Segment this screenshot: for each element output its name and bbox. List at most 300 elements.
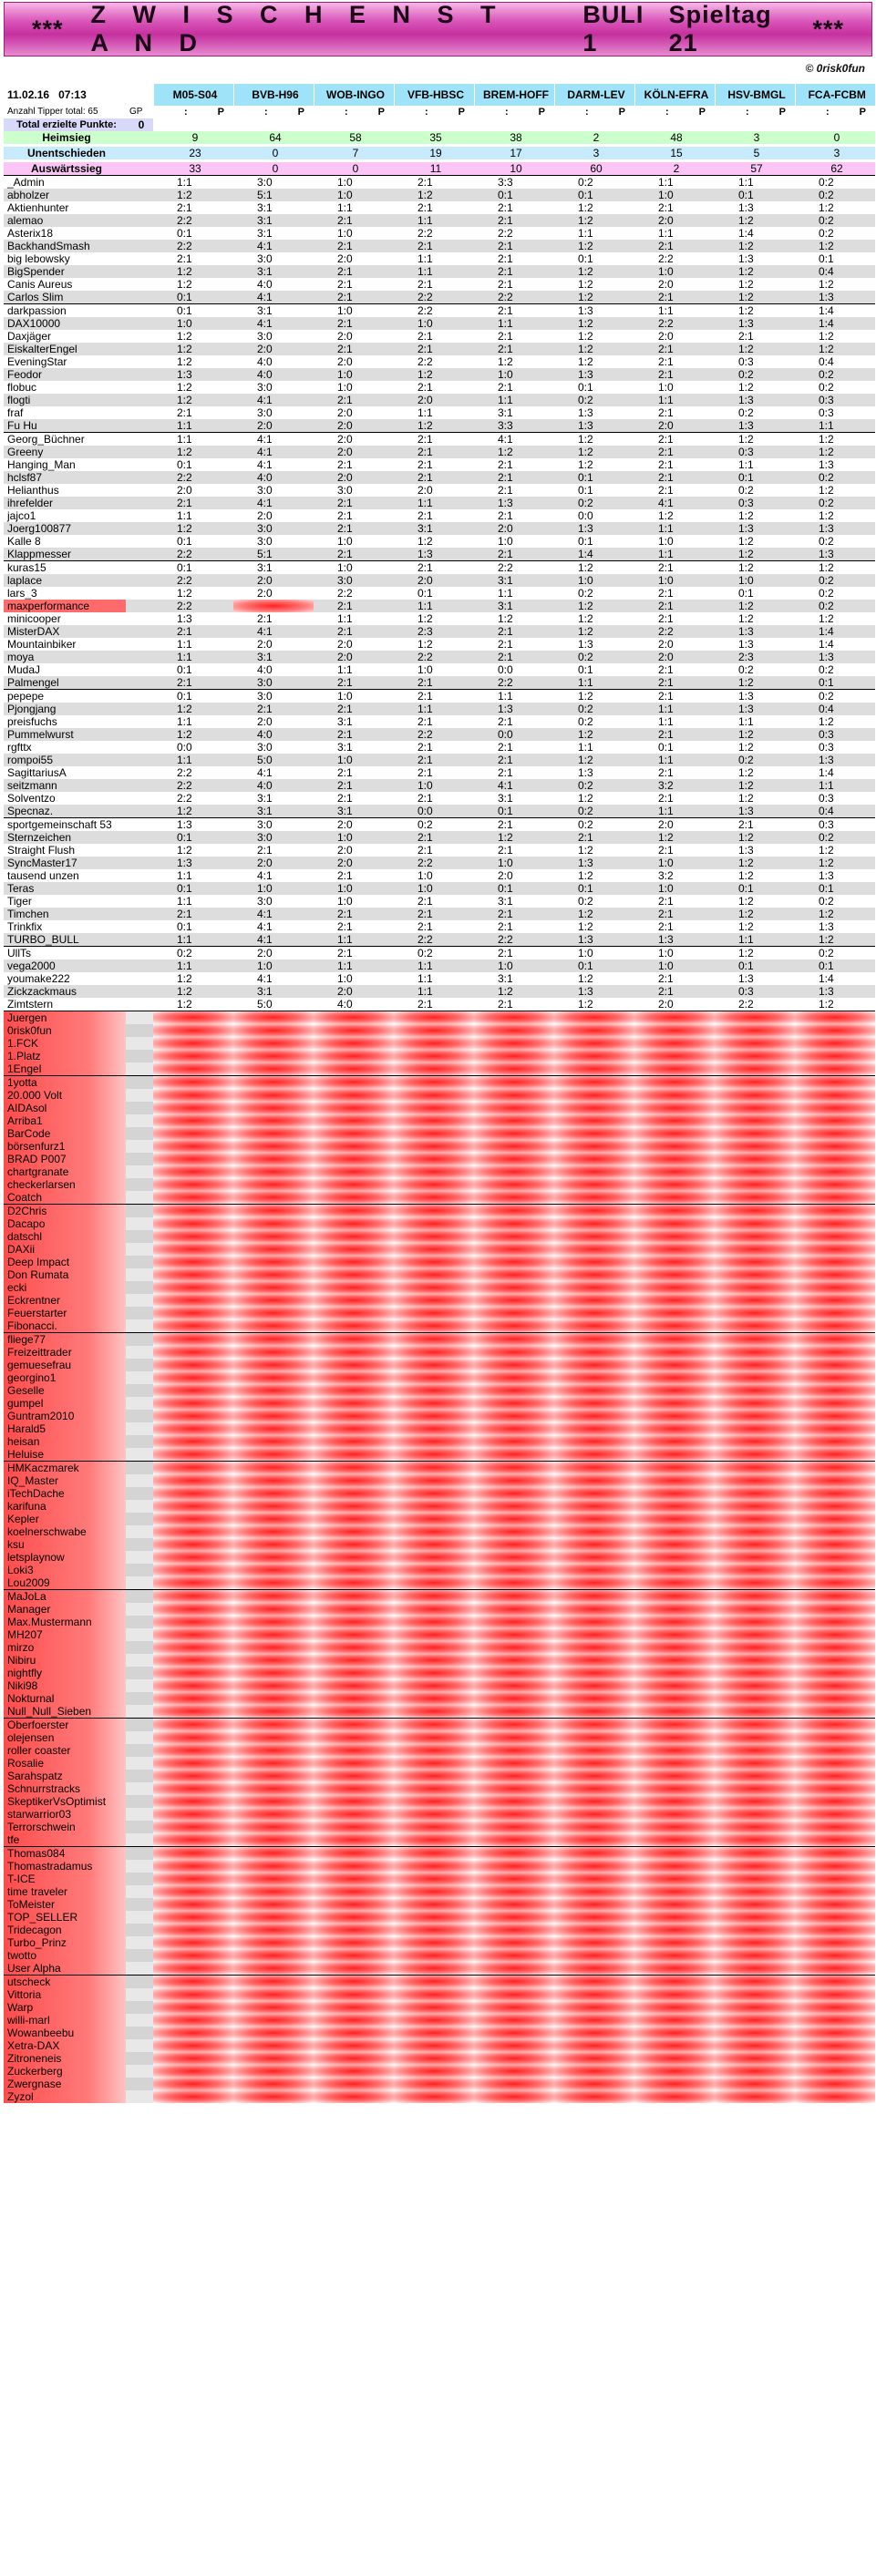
tip-cell: 0:2: [554, 497, 634, 509]
hidden-tip-cell: [634, 1744, 715, 1757]
tip-cell: 1:1: [795, 779, 875, 792]
tip-cell: 1:2: [715, 792, 795, 805]
hidden-tipper-row: [4, 1332, 875, 1346]
hidden-tipper-row: [4, 1654, 875, 1667]
tipper-name[interactable]: moya: [4, 651, 126, 663]
hidden-tipper-row: [4, 1011, 875, 1024]
hidden-tip-cell: [394, 1949, 474, 1962]
tipper-name[interactable]: ToMeister: [4, 1898, 126, 1911]
tip-cell: 1:2: [554, 792, 634, 805]
tip-cell: 2:2: [474, 291, 554, 304]
tipper-name[interactable]: Max.Mustermann: [4, 1616, 126, 1628]
tip-cell: 1:1: [394, 214, 474, 227]
tip-cell: 2:1: [474, 766, 554, 779]
tipper-name[interactable]: maxperformance: [4, 600, 126, 612]
hidden-tip-cell: [715, 1589, 795, 1603]
tipper-name[interactable]: T-ICE: [4, 1873, 126, 1885]
tipper-name[interactable]: preisfuchs: [4, 715, 126, 728]
tipper-name[interactable]: georgino1: [4, 1371, 126, 1384]
tipper-name[interactable]: Teras: [4, 882, 126, 895]
tipper-name[interactable]: lars_3: [4, 587, 126, 600]
tipper-name[interactable]: Hanging_Man: [4, 458, 126, 471]
tipper-name[interactable]: Joerg100877: [4, 522, 126, 535]
hidden-tip-cell: [233, 2039, 314, 2052]
tipper-name[interactable]: willi-marl: [4, 2014, 126, 2027]
hidden-tip-cell: [233, 2027, 314, 2039]
hidden-tip-cell: [474, 1860, 554, 1873]
tipper-name[interactable]: 1.FCK: [4, 1037, 126, 1050]
tipper-name[interactable]: SagittariusA: [4, 766, 126, 779]
tip-cell: 1:2: [795, 509, 875, 522]
tipper-name[interactable]: EiskalterEngel: [4, 343, 126, 355]
tipper-name[interactable]: big lebowsky: [4, 252, 126, 265]
tip-cell: 2:1: [634, 908, 715, 920]
tip-cell: 0:2: [554, 895, 634, 908]
hidden-tip-cell: [634, 1037, 715, 1050]
tipper-name[interactable]: Schnurrstracks: [4, 1782, 126, 1795]
tipper-name[interactable]: Straight Flush: [4, 844, 126, 857]
hidden-tip-cell: [474, 1153, 554, 1165]
tipper-row: [4, 663, 875, 676]
tip-cell: 1:3: [715, 394, 795, 406]
tipper-name[interactable]: Zyzol: [4, 2090, 126, 2103]
hidden-tip-cell: [554, 1718, 634, 1731]
tipper-row: [4, 857, 875, 869]
tipper-name[interactable]: hclsf87: [4, 471, 126, 484]
hidden-tip-cell: [715, 1230, 795, 1243]
hidden-tip-cell: [314, 1873, 394, 1885]
hidden-tip-cell: [795, 1808, 875, 1821]
gp-cell: [126, 1217, 153, 1230]
hidden-tip-cell: [795, 1127, 875, 1140]
tipper-name[interactable]: time traveler: [4, 1885, 126, 1898]
tipper-name[interactable]: sportgemeinschaft 53: [4, 817, 126, 831]
tip-cell: 2:1: [634, 484, 715, 497]
tipper-name[interactable]: EveningStar: [4, 355, 126, 368]
tipper-name[interactable]: Deep Impact: [4, 1256, 126, 1268]
hidden-tip-cell: [715, 1410, 795, 1422]
tipper-name[interactable]: 0risk0fun: [4, 1024, 126, 1037]
tipper-name[interactable]: Zwergnase: [4, 2078, 126, 2090]
tipper-name[interactable]: chartgranate: [4, 1165, 126, 1178]
tipper-name[interactable]: Zuckerberg: [4, 2065, 126, 2078]
tipper-name[interactable]: TOP_SELLER: [4, 1911, 126, 1924]
tipper-name[interactable]: Thomastradamus: [4, 1860, 126, 1873]
hidden-tip-cell: [474, 1846, 554, 1860]
tip-cell: 1:4: [715, 227, 795, 240]
tipper-name[interactable]: MH207: [4, 1628, 126, 1641]
hidden-tip-cell: [715, 1204, 795, 1217]
tipper-name[interactable]: letsplaynow: [4, 1551, 126, 1564]
tipper-name[interactable]: Kalle 8: [4, 535, 126, 548]
hidden-tip-cell: [314, 1011, 394, 1024]
tipper-name[interactable]: SkeptikerVsOptimist: [4, 1795, 126, 1808]
hidden-tip-cell: [715, 1525, 795, 1538]
tipper-name[interactable]: Terrorschwein: [4, 1821, 126, 1833]
hidden-tip-cell: [474, 1102, 554, 1114]
tipper-name[interactable]: Arriba1: [4, 1114, 126, 1127]
tipper-name[interactable]: Coatch: [4, 1191, 126, 1205]
tipper-name[interactable]: BigSpender: [4, 265, 126, 278]
hidden-tip-cell: [233, 1949, 314, 1962]
tip-cell: 1:2: [554, 446, 634, 458]
hidden-tip-cell: [394, 2078, 474, 2090]
tip-cell: 4:1: [233, 933, 314, 947]
tipper-name[interactable]: Helianthus: [4, 484, 126, 497]
tipper-name[interactable]: MisterDAX: [4, 625, 126, 638]
tipper-name[interactable]: Fibonacci.: [4, 1319, 126, 1333]
tip-cell: 2:1: [474, 908, 554, 920]
hidden-tipper-row: [4, 1731, 875, 1744]
tipper-name[interactable]: iTechDache: [4, 1487, 126, 1500]
tipper-row: [4, 985, 875, 998]
tip-cell: 1:2: [715, 612, 795, 625]
tipper-name[interactable]: tausend unzen: [4, 869, 126, 882]
tipper-name[interactable]: twotto: [4, 1949, 126, 1962]
tip-cell: 1:3: [715, 625, 795, 638]
hidden-tip-cell: [474, 1936, 554, 1949]
tipper-name[interactable]: nightfly: [4, 1667, 126, 1679]
tipper-name[interactable]: Freizeittrader: [4, 1346, 126, 1359]
hidden-tip-cell: [394, 1062, 474, 1076]
tip-cell: 1:0: [314, 754, 394, 766]
tipper-name[interactable]: Loki3: [4, 1564, 126, 1576]
hidden-tip-cell: [394, 1448, 474, 1462]
tipper-name[interactable]: Zitroneneis: [4, 2052, 126, 2065]
tipper-name[interactable]: laplace: [4, 574, 126, 587]
tipper-name[interactable]: DAX10000: [4, 317, 126, 330]
tip-cell: 2:1: [394, 381, 474, 394]
hidden-tipper-row: [4, 1153, 875, 1165]
hidden-tip-cell: [153, 1127, 233, 1140]
tip-cell: 1:1: [634, 227, 715, 240]
hidden-tip-cell: [233, 2065, 314, 2078]
colon-label: :: [826, 107, 830, 118]
hidden-tip-cell: [233, 1500, 314, 1513]
tipper-name[interactable]: Juergen: [4, 1011, 126, 1024]
tip-cell: 1:1: [394, 703, 474, 715]
hidden-tip-cell: [554, 1744, 634, 1757]
hidden-tip-cell: [394, 1371, 474, 1384]
hidden-tip-cell: [314, 1833, 394, 1847]
tipper-name[interactable]: Turbo_Prinz: [4, 1936, 126, 1949]
tipper-name[interactable]: rgfttx: [4, 741, 126, 754]
score-points-labels: [634, 106, 715, 118]
tip-cell: 1:2: [554, 240, 634, 252]
tipper-name[interactable]: UllTs: [4, 946, 126, 960]
tipper-name[interactable]: Dacapo: [4, 1217, 126, 1230]
tipper-name[interactable]: Asterix18: [4, 227, 126, 240]
tipper-name[interactable]: User Alpha: [4, 1962, 126, 1976]
hidden-tip-cell: [554, 2090, 634, 2103]
tipper-name[interactable]: Nokturnal: [4, 1692, 126, 1705]
tipper-name[interactable]: AIDAsol: [4, 1102, 126, 1114]
gp-cell: [126, 715, 153, 728]
hidden-tip-cell: [554, 1808, 634, 1821]
tipper-name[interactable]: starwarrior03: [4, 1808, 126, 1821]
tipper-name[interactable]: olejensen: [4, 1731, 126, 1744]
tipper-name[interactable]: Greeny: [4, 446, 126, 458]
tipper-name[interactable]: Tridecagon: [4, 1924, 126, 1936]
tip-cell: 0:2: [795, 227, 875, 240]
tipper-name[interactable]: Zickzackmaus: [4, 985, 126, 998]
hidden-tip-cell: [314, 2027, 394, 2039]
tipper-name[interactable]: utscheck: [4, 1975, 126, 1988]
tipper-name[interactable]: Daxjäger: [4, 330, 126, 343]
hidden-tip-cell: [474, 1230, 554, 1243]
tipper-name[interactable]: jajco1: [4, 509, 126, 522]
tipper-name[interactable]: vega2000: [4, 960, 126, 972]
gp-cell: [126, 1062, 153, 1076]
tipper-name[interactable]: Xetra-DAX: [4, 2039, 126, 2052]
tipper-name[interactable]: Solventzo: [4, 792, 126, 805]
tipper-name[interactable]: gemuesefrau: [4, 1359, 126, 1371]
tipper-name[interactable]: IQ_Master: [4, 1474, 126, 1487]
tipper-name[interactable]: SyncMaster17: [4, 857, 126, 869]
gp-cell: [126, 1770, 153, 1782]
hidden-tipper-row: [4, 1114, 875, 1127]
tipper-name[interactable]: MudaJ: [4, 663, 126, 676]
tipper-name[interactable]: D2Chris: [4, 1204, 126, 1217]
hidden-tip-cell: [554, 1230, 634, 1243]
tipper-name[interactable]: Oberfoerster: [4, 1718, 126, 1731]
gp-cell: [126, 1011, 153, 1024]
tip-cell: 2:1: [474, 946, 554, 960]
hidden-tip-cell: [394, 1731, 474, 1744]
tipper-name[interactable]: ksu: [4, 1538, 126, 1551]
team-header: HSV-BMGL: [715, 84, 795, 106]
hidden-tip-cell: [474, 1461, 554, 1474]
hidden-tip-cell: [634, 1641, 715, 1654]
tipper-name[interactable]: Sternzeichen: [4, 831, 126, 844]
colon-label: :: [425, 107, 428, 118]
tip-cell: 0:2: [554, 715, 634, 728]
tip-cell: 3:1: [233, 651, 314, 663]
standings-table: [4, 84, 875, 2103]
tipper-name[interactable]: mirzo: [4, 1641, 126, 1654]
tipper-name[interactable]: seitzmann: [4, 779, 126, 792]
tipper-name[interactable]: Vittoria: [4, 1988, 126, 2001]
tipper-name[interactable]: DAXii: [4, 1243, 126, 1256]
stat-value: 48: [634, 131, 715, 144]
hidden-tip-cell: [634, 1256, 715, 1268]
tipper-name[interactable]: MaJoLa: [4, 1589, 126, 1603]
tipper-name[interactable]: Wowanbeebu: [4, 2027, 126, 2039]
tipper-name[interactable]: Pummelwurst: [4, 728, 126, 741]
tipper-name[interactable]: Geselle: [4, 1384, 126, 1397]
hidden-tip-cell: [233, 2014, 314, 2027]
tipper-name[interactable]: minicooper: [4, 612, 126, 625]
hidden-tip-cell: [554, 1551, 634, 1564]
tipper-name[interactable]: Guntram2010: [4, 1410, 126, 1422]
tipper-name[interactable]: Eckrentner: [4, 1294, 126, 1307]
hidden-tip-cell: [795, 1898, 875, 1911]
tipper-name[interactable]: darkpassion: [4, 303, 126, 317]
tipper-name[interactable]: heisan: [4, 1435, 126, 1448]
hidden-tip-cell: [634, 1988, 715, 2001]
hidden-tip-cell: [394, 1538, 474, 1551]
hidden-tip-cell: [795, 1667, 875, 1679]
tip-cell: 1:2: [715, 728, 795, 741]
hidden-tip-cell: [715, 1500, 795, 1513]
tipper-name[interactable]: Thomas084: [4, 1846, 126, 1860]
tipper-name[interactable]: Harald5: [4, 1422, 126, 1435]
tipper-name[interactable]: Feodor: [4, 368, 126, 381]
hidden-tip-cell: [795, 1949, 875, 1962]
tip-cell: 1:0: [474, 535, 554, 548]
tipper-name[interactable]: Trinkfix: [4, 920, 126, 933]
hidden-tip-cell: [634, 1911, 715, 1924]
tipper-name[interactable]: tfe: [4, 1833, 126, 1847]
stat-value: 58: [314, 131, 394, 144]
tipper-name[interactable]: BarCode: [4, 1127, 126, 1140]
tipper-name[interactable]: Manager: [4, 1603, 126, 1616]
tipper-name[interactable]: Mountainbiker: [4, 638, 126, 651]
tipper-name[interactable]: Zimtstern: [4, 998, 126, 1011]
tipper-name[interactable]: koelnerschwabe: [4, 1525, 126, 1538]
tipper-name[interactable]: Carlos Slim: [4, 291, 126, 304]
tip-cell: 2:0: [314, 355, 394, 368]
gp-cell: [126, 1500, 153, 1513]
hidden-tip-cell: [314, 1821, 394, 1833]
hidden-tip-cell: [153, 1589, 233, 1603]
tipper-name[interactable]: Don Rumata: [4, 1268, 126, 1281]
hidden-tip-cell: [474, 2027, 554, 2039]
tipper-name[interactable]: Sarahspatz: [4, 1770, 126, 1782]
tipper-name[interactable]: fraf: [4, 406, 126, 419]
tip-cell: 2:1: [394, 715, 474, 728]
tipper-name[interactable]: Lou2009: [4, 1576, 126, 1590]
tip-cell: 2:2: [394, 355, 474, 368]
tipper-name[interactable]: Specnaz.: [4, 805, 126, 818]
tipper-name[interactable]: flogti: [4, 394, 126, 406]
tipper-name[interactable]: ecki: [4, 1281, 126, 1294]
tipper-name[interactable]: fliege77: [4, 1332, 126, 1346]
tipper-name[interactable]: Georg_Büchner: [4, 432, 126, 446]
tipper-name[interactable]: Heluise: [4, 1448, 126, 1462]
tipper-name[interactable]: gumpel: [4, 1397, 126, 1410]
tipper-name[interactable]: BackhandSmash: [4, 240, 126, 252]
tipper-name[interactable]: Nibiru: [4, 1654, 126, 1667]
tipper-name[interactable]: karifuna: [4, 1500, 126, 1513]
hidden-tip-cell: [554, 1525, 634, 1538]
tipper-name[interactable]: kuras15: [4, 560, 126, 574]
stat-value: 0: [233, 147, 314, 159]
tipper-name[interactable]: HMKaczmarek: [4, 1461, 126, 1474]
tip-cell: 3:0: [233, 406, 314, 419]
tipper-name[interactable]: Tiger: [4, 895, 126, 908]
tipper-name[interactable]: Klappmesser: [4, 548, 126, 561]
hidden-tip-cell: [554, 1949, 634, 1962]
tipper-name[interactable]: 1.Platz: [4, 1050, 126, 1062]
tipper-name[interactable]: Feuerstarter: [4, 1307, 126, 1319]
tipper-name[interactable]: datschl: [4, 1230, 126, 1243]
tipper-name[interactable]: Null_Null_Sieben: [4, 1705, 126, 1719]
tipper-name[interactable]: Pjongjang: [4, 703, 126, 715]
tipper-name[interactable]: flobuc: [4, 381, 126, 394]
tipper-name[interactable]: roller coaster: [4, 1744, 126, 1757]
gp-cell: [126, 908, 153, 920]
hidden-tip-cell: [153, 1011, 233, 1024]
hidden-tip-cell: [554, 1589, 634, 1603]
tip-cell: 0:1: [795, 676, 875, 690]
tipper-name[interactable]: youmake222: [4, 972, 126, 985]
tipper-name[interactable]: checkerlarsen: [4, 1178, 126, 1191]
hidden-tip-cell: [233, 1410, 314, 1422]
tip-cell: 1:2: [715, 895, 795, 908]
hidden-tip-cell: [314, 1513, 394, 1525]
tipper-row: [4, 291, 875, 304]
gp-cell: [126, 1102, 153, 1114]
hidden-tip-cell: [795, 1988, 875, 2001]
tipper-name[interactable]: Kepler: [4, 1513, 126, 1525]
tipper-name[interactable]: Timchen: [4, 908, 126, 920]
tipper-name[interactable]: Fu Hu: [4, 419, 126, 433]
hidden-tip-cell: [233, 1217, 314, 1230]
gp-cell: [126, 265, 153, 278]
tipper-name[interactable]: Aktienhunter: [4, 201, 126, 214]
tipper-row: [4, 175, 875, 189]
tipper-name[interactable]: Rosalie: [4, 1757, 126, 1770]
tipper-name[interactable]: abholzer: [4, 189, 126, 201]
hidden-tip-cell: [795, 2027, 875, 2039]
tipper-name[interactable]: BRAD P007: [4, 1153, 126, 1165]
tip-cell: 1:1: [314, 663, 394, 676]
tipper-name[interactable]: pepepe: [4, 689, 126, 703]
gp-cell: [126, 214, 153, 227]
hidden-tip-cell: [634, 1474, 715, 1487]
tipper-row: [4, 446, 875, 458]
tipper-name[interactable]: alemao: [4, 214, 126, 227]
hidden-tip-cell: [554, 1319, 634, 1333]
tipper-row: [4, 317, 875, 330]
hidden-tip-cell: [474, 1114, 554, 1127]
tipper-name[interactable]: Warp: [4, 2001, 126, 2014]
hidden-tip-cell: [314, 1050, 394, 1062]
hidden-tip-cell: [233, 1256, 314, 1268]
tipper-name[interactable]: Niki98: [4, 1679, 126, 1692]
hidden-tipper-row: [4, 1833, 875, 1847]
gp-cell: [126, 1319, 153, 1333]
tipper-row: [4, 946, 875, 960]
tipper-name[interactable]: 1yotta: [4, 1075, 126, 1089]
tipper-name[interactable]: börsenfurz1: [4, 1140, 126, 1153]
tipper-name[interactable]: 1Engel: [4, 1062, 126, 1076]
tip-cell: 2:0: [474, 522, 554, 535]
tip-cell: 1:3: [795, 651, 875, 663]
tipper-name[interactable]: 20.000 Volt: [4, 1089, 126, 1102]
hidden-tip-cell: [394, 1474, 474, 1487]
tip-cell: 1:1: [715, 715, 795, 728]
tip-cell: 2:2: [474, 676, 554, 690]
gp-cell: [126, 343, 153, 355]
gp-cell: [126, 2052, 153, 2065]
tipper-name[interactable]: ihrefelder: [4, 497, 126, 509]
tipper-name[interactable]: rompoi55: [4, 754, 126, 766]
tipper-name[interactable]: TURBO_BULL: [4, 933, 126, 947]
hidden-tip-cell: [554, 1616, 634, 1628]
tip-cell: 0:1: [554, 189, 634, 201]
tip-cell: 1:0: [634, 882, 715, 895]
tipper-row: [4, 882, 875, 895]
tip-cell: 0:2: [795, 497, 875, 509]
hidden-tip-cell: [795, 1513, 875, 1525]
tip-cell: 2:2: [394, 728, 474, 741]
tipper-name[interactable]: _Admin: [4, 175, 126, 189]
tip-cell: 1:3: [554, 638, 634, 651]
tipper-name[interactable]: Palmengel: [4, 676, 126, 690]
tipper-name[interactable]: Canis Aureus: [4, 278, 126, 291]
